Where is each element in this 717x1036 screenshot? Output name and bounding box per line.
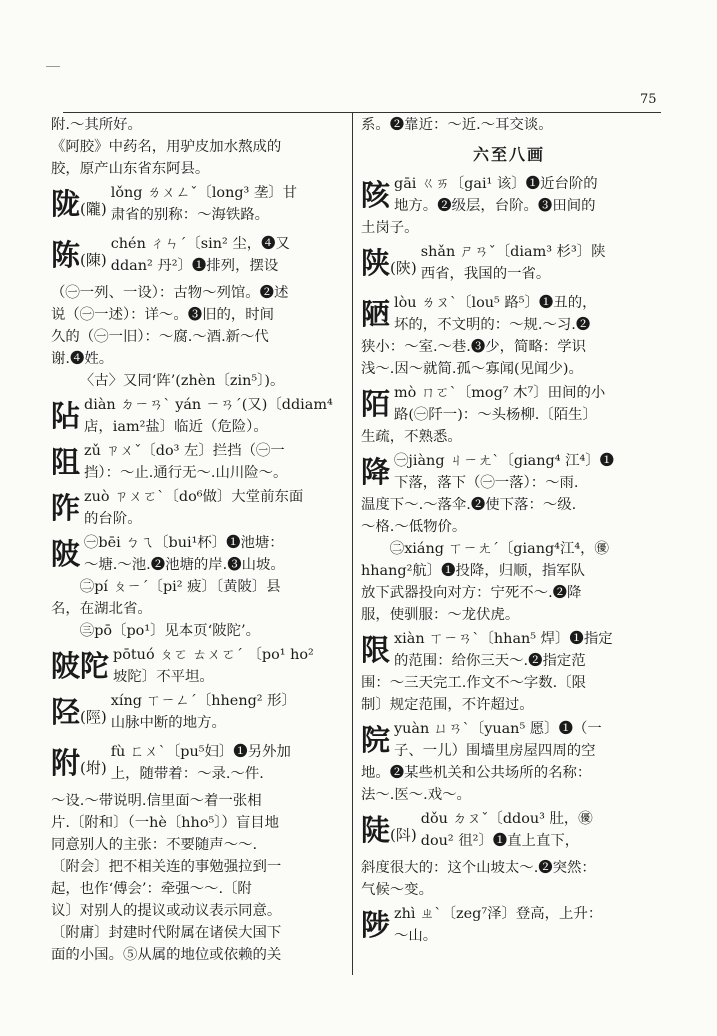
text-line: 片.〔附和〕（一hè〔hho⁵〕）盲目地 bbox=[51, 815, 280, 831]
headword-character: 阽 bbox=[51, 399, 81, 433]
headword-character: 降 bbox=[361, 455, 391, 489]
text-line: ～设.～带说明.信里面～着一张相 bbox=[51, 793, 262, 809]
left-column bbox=[51, 114, 347, 976]
entry-headword bbox=[51, 644, 113, 688]
header-rule bbox=[63, 112, 661, 113]
traditional-form: (坿) bbox=[80, 759, 107, 777]
text-line: 胶，原产山东省东阿县。 bbox=[51, 161, 210, 177]
dictionary-entry bbox=[361, 903, 657, 947]
definition-line: 挡）：～止.通行无～.山川险～。 bbox=[84, 465, 288, 481]
definition-line: 店，iam²盐〕临近（危险）。 bbox=[84, 419, 268, 435]
text-line: 温度下～.～落伞.❷使下落：～级. bbox=[361, 497, 577, 513]
entry-headword bbox=[361, 808, 421, 857]
headword-character: 陟 bbox=[361, 908, 391, 942]
definition-line: ～塘.～池.❷池塘的岸.❸山坡。 bbox=[84, 557, 285, 573]
definition-line: fù ㄈㄨˋ〔pu⁵妇〕❶另外加 bbox=[110, 744, 291, 760]
definition-line: yuàn ㄩㄢˋ〔yuan⁵ 愿〕❶（一 bbox=[394, 721, 602, 737]
entry-definition bbox=[394, 628, 657, 672]
entry-headword bbox=[361, 628, 394, 672]
definition-line: 坡陀〕不平坦。 bbox=[113, 669, 214, 685]
text-line: 土岗子。 bbox=[361, 220, 419, 236]
entry-headword bbox=[361, 173, 394, 217]
text-line: 同意别人的主张：不要随声～～. bbox=[51, 837, 258, 853]
text-line: 放下武器投向对方：宁死不～.❷降 bbox=[361, 585, 582, 601]
text-line: 狭小：～室.～巷.❸少，简略：学识 bbox=[361, 339, 587, 355]
text-line: 斜度很大的：这个山坡太～.❷突然： bbox=[361, 860, 596, 876]
definition-line: 山脉中断的地方。 bbox=[110, 715, 226, 731]
definition-line: 的范围：给你三天～.❷指定范 bbox=[394, 653, 586, 669]
traditional-form: (陝) bbox=[390, 259, 417, 277]
definition-line: 肃省的别称：～海铁路。 bbox=[110, 207, 270, 223]
definition-line: lòu ㄌㄡˋ〔lou⁵ 路⁵〕❶丑的， bbox=[394, 295, 597, 311]
text-line: 气候～变。 bbox=[361, 882, 433, 898]
definition-line: 下落，落下（㊀一落）：～雨. bbox=[394, 475, 579, 491]
entry-definition bbox=[394, 382, 657, 426]
definition-line: ㊀bēi ㄅㄟ〔bui¹杯〕❶池塘： bbox=[84, 535, 284, 551]
definition-line: diàn ㄉㄧㄢˋ yán ㄧㄢˊ(又)〔ddiam⁴ bbox=[84, 397, 333, 413]
text-line: 附.～其所好。 bbox=[51, 117, 142, 133]
entry-definition bbox=[111, 741, 347, 785]
headword-character: 陂陀 bbox=[51, 649, 110, 683]
definition-line: 西省，我国的一省。 bbox=[420, 266, 551, 282]
entry-headword bbox=[361, 903, 394, 947]
column-divider bbox=[352, 113, 353, 975]
dictionary-entry bbox=[51, 486, 347, 530]
entry-headword bbox=[361, 382, 394, 426]
definition-line: ddan² 丹²〕❶排列，摆设 bbox=[110, 258, 279, 274]
dictionary-entry bbox=[361, 718, 657, 762]
text-line: 制〕规定范围，不许超过。 bbox=[361, 697, 534, 713]
headword-character: 阼 bbox=[51, 491, 81, 525]
section-heading: 六至八画 bbox=[472, 145, 545, 164]
entry-definition bbox=[111, 690, 347, 734]
entry-headword bbox=[51, 394, 84, 438]
entry-headword bbox=[51, 741, 111, 790]
definition-line: mò ㄇㄛˋ〔mog⁷ 木⁷〕田间的小 bbox=[394, 385, 606, 401]
text-line: ～格.～低物价。 bbox=[361, 519, 467, 535]
entry-headword bbox=[51, 440, 84, 484]
headword-character: 陌 bbox=[361, 387, 391, 421]
text-line: 服，使驯服：～龙伏虎。 bbox=[361, 607, 520, 623]
headword-character: 陉 bbox=[51, 695, 81, 729]
text-line: hhang²航〕❶投降，归顺，指军队 bbox=[361, 563, 586, 579]
entry-headword bbox=[51, 182, 111, 231]
text-line: 起，也作‘傅会’：牵强～～.〔附 bbox=[51, 881, 252, 897]
text-line: 法～.医～.戏～。 bbox=[361, 787, 471, 803]
entry-definition bbox=[84, 394, 347, 438]
text-line: 系。❷靠近：～近.～耳交谈。 bbox=[361, 117, 553, 133]
page-number: 75 bbox=[640, 92, 657, 107]
text-line: ㊁pí ㄆㄧˊ〔pi² 疲〕〔黄陂〕县 bbox=[79, 579, 281, 595]
dictionary-entry bbox=[51, 532, 347, 576]
headword-character: 陡 bbox=[361, 813, 391, 847]
dictionary-entry bbox=[361, 450, 657, 494]
text-line: ㊂pō〔po¹〕见本页‘陂陀’。 bbox=[79, 623, 260, 639]
entry-headword bbox=[51, 690, 111, 739]
headword-character: 陂 bbox=[51, 537, 81, 571]
definition-line: zhì ㄓˋ〔zeg⁷泽〕登高，上升： bbox=[394, 906, 603, 922]
text-line: 名，在湖北省。 bbox=[51, 601, 152, 617]
text-line: 久的（㊀一旧）：～腐.～酒.新～代 bbox=[51, 329, 269, 345]
definition-line: 上，随带着：～录.～件. bbox=[110, 766, 264, 782]
text-line: 说（㊀一述）：详～。❸旧的，时间 bbox=[51, 307, 275, 323]
dictionary-entry bbox=[51, 741, 347, 790]
scan-mark bbox=[46, 66, 60, 67]
entry-definition bbox=[394, 173, 657, 217]
dictionary-entry bbox=[51, 440, 347, 484]
definition-line: zǔ ㄗㄨˇ〔do³ 左〕拦挡（㊀一 bbox=[84, 443, 285, 459]
dictionary-entry bbox=[51, 233, 347, 282]
text-line: 围：～三天完工.作文不～字数.〔限 bbox=[361, 675, 587, 691]
traditional-form: (陘) bbox=[80, 708, 107, 726]
entry-headword bbox=[361, 292, 394, 336]
dictionary-entry bbox=[361, 292, 657, 336]
entry-definition bbox=[421, 241, 657, 285]
text-line: 生疏，不熟悉。 bbox=[361, 429, 462, 445]
definition-line: pōtuó ㄆㄛ ㄊㄨㄛˊ 〔po¹ ho² bbox=[113, 647, 314, 663]
text-line: 〈古〉又同‘阵’(zhèn〔zin⁵〕)。 bbox=[79, 373, 285, 389]
text-line: 地。❷某些机关和公共场所的名称： bbox=[361, 765, 592, 781]
entry-definition bbox=[111, 182, 347, 226]
definition-line: chén ㄔㄣˊ〔sin² 尘，❹又 bbox=[110, 236, 290, 252]
text-line: 《阿胶》中药名，用驴皮加水熬成的 bbox=[51, 139, 282, 155]
definition-line: xíng ㄒㄧㄥˊ〔hheng² 形〕 bbox=[110, 693, 296, 709]
definition-line: dou² 徂²〕❶直上直下， bbox=[420, 833, 580, 849]
dictionary-entry bbox=[361, 628, 657, 672]
definition-line: lǒng ㄌㄨㄥˇ〔long³ 垄〕甘 bbox=[110, 185, 298, 201]
dictionary-entry bbox=[361, 173, 657, 217]
headword-character: 陈 bbox=[51, 238, 81, 272]
definition-line: zuò ㄗㄨㄛˋ〔do⁶做〕大堂前东面 bbox=[84, 489, 304, 505]
dictionary-entry bbox=[51, 690, 347, 739]
definition-line: 坏的，不文明的：～规.～习.❷ bbox=[394, 317, 591, 333]
dictionary-entry bbox=[361, 241, 657, 290]
entry-definition bbox=[84, 440, 347, 484]
headword-character: 限 bbox=[361, 633, 391, 667]
entry-headword bbox=[51, 233, 111, 282]
headword-character: 陋 bbox=[361, 297, 391, 331]
entry-definition bbox=[394, 450, 657, 494]
entry-definition bbox=[394, 292, 657, 336]
entry-definition bbox=[113, 644, 347, 688]
text-line: 浅～.因～就简.孤～寡闻(见闻少)。 bbox=[361, 361, 583, 377]
definition-line: 子、一儿）围墙里房屋四周的空 bbox=[394, 743, 596, 759]
text-line: 〔附庸〕封建时代附属在诸侯大国下 bbox=[51, 925, 282, 941]
traditional-form: (隴) bbox=[80, 200, 107, 218]
entry-definition bbox=[111, 233, 347, 277]
entry-definition bbox=[84, 532, 347, 576]
right-column bbox=[361, 114, 657, 976]
text-line: 议〕对别人的提议或动议表示同意。 bbox=[51, 903, 282, 919]
dictionary-entry bbox=[361, 808, 657, 857]
traditional-form: (阧) bbox=[390, 826, 417, 844]
entry-headword bbox=[361, 718, 394, 762]
dictionary-entry bbox=[51, 644, 347, 688]
headword-character: 附 bbox=[51, 746, 81, 780]
text-line: 谢.❹姓。 bbox=[51, 351, 114, 367]
definition-line: shǎn ㄕㄢˇ〔diam³ 杉³〕陕 bbox=[420, 244, 606, 260]
definition-line: 地方。❷级层，台阶。❸田间的 bbox=[394, 198, 596, 214]
headword-character: 阻 bbox=[51, 445, 81, 479]
entry-definition bbox=[394, 903, 657, 947]
text-line: （㊀一列、一设）：古物～列馆。❷述 bbox=[51, 285, 289, 301]
headword-character: 陕 bbox=[361, 246, 391, 280]
entry-headword bbox=[51, 532, 84, 576]
text-line: 面的小国。⑤从属的地位或依赖的关 bbox=[51, 947, 282, 963]
entry-headword bbox=[361, 241, 421, 290]
headword-character: 陇 bbox=[51, 187, 81, 221]
definition-line: 路(㊀阡一)：～头杨柳.〔陌生〕 bbox=[394, 407, 597, 423]
entry-definition bbox=[421, 808, 657, 852]
traditional-form: (陳) bbox=[80, 251, 107, 269]
headword-character: 陔 bbox=[361, 178, 391, 212]
definition-line: dǒu ㄉㄡˇ〔ddou³ 肚，㊝ bbox=[420, 811, 593, 827]
definition-line: ～山。 bbox=[394, 928, 438, 944]
dictionary-entry bbox=[361, 382, 657, 426]
entry-definition bbox=[394, 718, 657, 762]
dictionary-entry bbox=[51, 182, 347, 231]
headword-character: 院 bbox=[361, 723, 391, 757]
entry-headword bbox=[51, 486, 84, 530]
definition-line: ㊀jiàng ㄐㄧㄤˋ〔giang⁴ 江⁴〕❶ bbox=[394, 453, 615, 469]
dictionary-entry bbox=[51, 394, 347, 438]
text-line: ㊁xiáng ㄒㄧㄤˊ〔giang⁴江⁴，㊝ bbox=[389, 541, 609, 557]
definition-line: xiàn ㄒㄧㄢˋ〔hhan⁵ 焊〕❶指定 bbox=[394, 631, 613, 647]
text-line: 〔附会〕把不相关连的事勉强拉到一 bbox=[51, 859, 282, 875]
entry-definition bbox=[84, 486, 347, 530]
definition-line: gāi ㄍㄞ〔gai¹ 该〕❶近台阶的 bbox=[394, 176, 598, 192]
definition-line: 的台阶。 bbox=[84, 511, 142, 527]
entry-headword bbox=[361, 450, 394, 494]
